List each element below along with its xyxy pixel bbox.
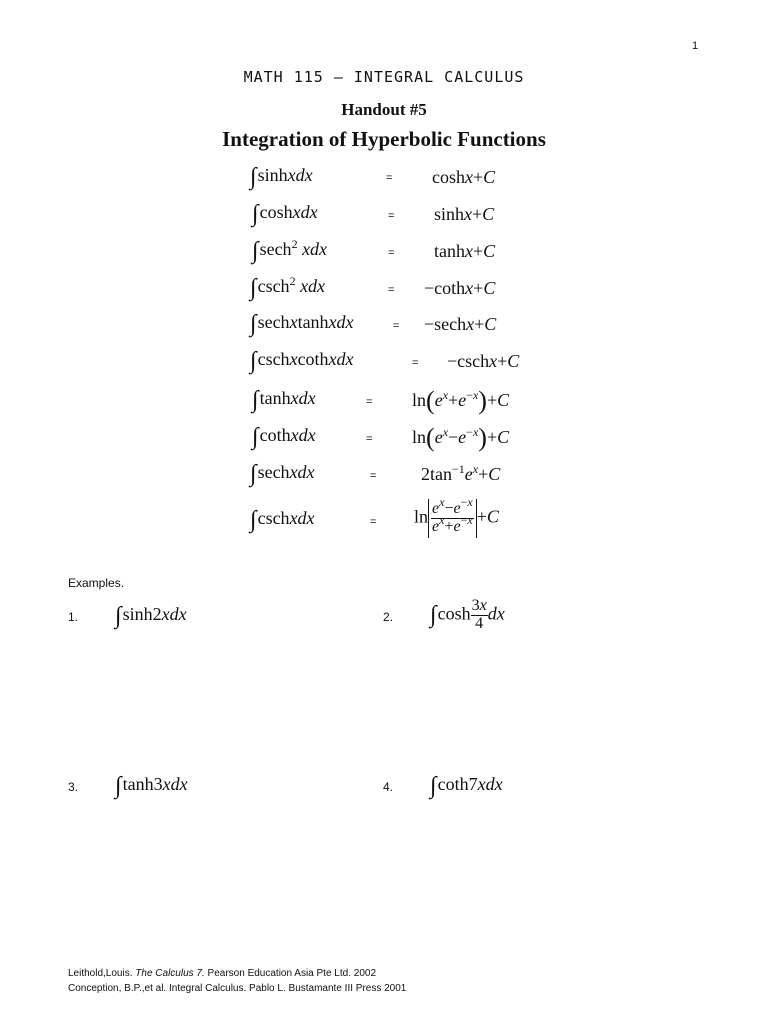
formula-3-rhs: tanhx+C — [434, 241, 496, 261]
example-1-expression: ∫sinh2xdx — [115, 603, 187, 629]
equals-sign: = — [386, 172, 393, 184]
formula-4-lhs: ∫csch$^2$ xdx — [250, 274, 326, 301]
formula-8-rhs: $\ln(e^x-e^{-x})+C$ — [412, 423, 510, 452]
reference-1 — [68, 968, 376, 979]
formula-2-lhs: ∫coshxdx — [252, 201, 318, 227]
reference-2-work: Integral Calculus. — [169, 983, 247, 994]
equals-sign: = — [366, 396, 373, 408]
formula-10-rhs: ln $\frac{e^x-e^{-x}}{e^x+e^{-x}}$ +C — [414, 499, 499, 538]
equals-sign: = — [370, 470, 377, 482]
equals-sign: = — [366, 433, 373, 445]
reference-1-publisher: Pearson Education Asia Pte Ltd. 2002 — [207, 968, 376, 979]
reference-2 — [68, 983, 406, 994]
formula-4-rhs: −cothx+C — [424, 278, 496, 298]
formula-5-rhs: −sechx+C — [424, 314, 497, 334]
reference-1-author: Leithold,Louis. — [68, 968, 133, 979]
example-3-number: 3. — [68, 780, 79, 794]
formula-9-lhs: ∫sechxdx — [250, 461, 315, 487]
example-1-number: 1. — [68, 610, 79, 624]
formula-9-rhs: $2\tan^{-1}e^x+C$ — [421, 462, 501, 484]
formula-1-lhs: ∫sinhxdx — [250, 164, 313, 190]
equals-sign: = — [393, 320, 400, 332]
equals-sign: = — [412, 357, 419, 369]
reference-2-author: Conception, B.P.,et al. — [68, 983, 167, 994]
reference-2-publisher: Pablo L. Bustamante III Press 2001 — [249, 983, 407, 994]
equals-sign: = — [388, 284, 395, 296]
formula-7-lhs: ∫tanhxdx — [252, 387, 316, 413]
example-2-expression: ∫cosh $\frac{3x}{4}$ dx — [430, 597, 505, 632]
equals-sign: = — [388, 210, 395, 222]
examples-label: Examples. — [68, 576, 125, 590]
reference-1-work: The Calculus 7. — [135, 968, 205, 979]
formula-6-lhs: ∫cschxcothxdx — [250, 348, 354, 374]
example-3-expression: ∫tanh3xdx — [115, 773, 188, 799]
example-4-number: 4. — [383, 780, 394, 794]
formula-5-lhs: ∫sechxtanhxdx — [250, 311, 354, 337]
example-4-expression: ∫coth7xdx — [430, 773, 503, 799]
handout-label: Handout #5 — [341, 100, 427, 119]
formula-7-rhs: $\ln(e^x+e^{-x})+C$ — [412, 386, 510, 415]
equals-sign: = — [370, 516, 377, 528]
formula-3-lhs: ∫sech$^2$ xdx — [252, 237, 328, 264]
page-number: 1 — [692, 40, 699, 52]
formula-2-rhs: sinhx+C — [434, 204, 495, 224]
formula-6-rhs: −cschx+C — [447, 351, 520, 371]
example-2-number: 2. — [383, 610, 394, 624]
equals-sign: = — [388, 247, 395, 259]
formula-1-rhs: coshx+C — [432, 167, 496, 187]
course-title: MATH 115 – INTEGRAL CALCULUS — [243, 68, 525, 86]
formula-8-lhs: ∫cothxdx — [252, 424, 316, 450]
formula-10-lhs: ∫cschxdx — [250, 507, 315, 533]
page-title: Integration of Hyperbolic Functions — [222, 127, 546, 151]
